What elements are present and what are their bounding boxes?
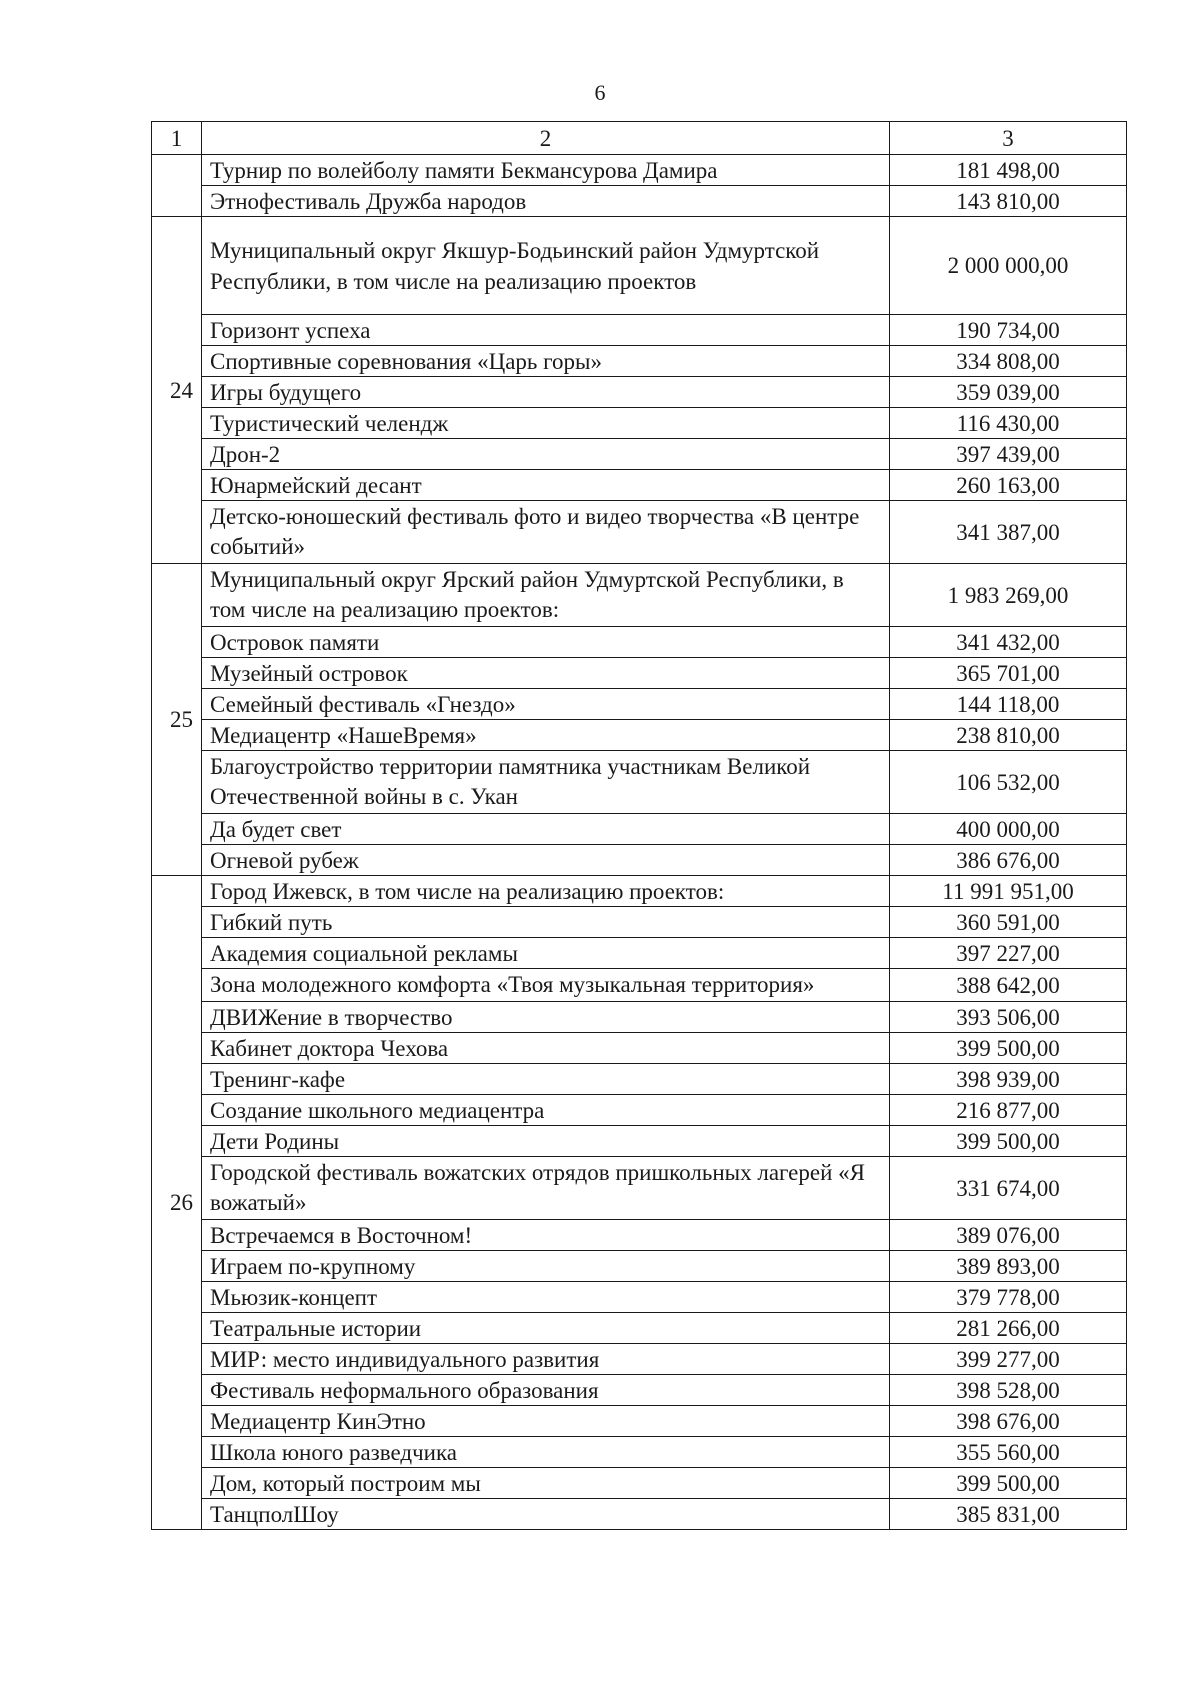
project-name: Благоустройство территории памятника участникам Великой Отечественной войны в с. Укан	[202, 751, 890, 814]
row-number	[152, 155, 202, 217]
project-amount: 397 227,00	[890, 938, 1127, 969]
header-row	[152, 122, 1127, 155]
project-name: Зона молодежного комфорта «Твоя музыкальная территория»	[202, 969, 890, 1002]
project-amount: 400 000,00	[890, 814, 1127, 845]
project-name: Фестиваль неформального образования	[202, 1375, 890, 1406]
table-row	[152, 470, 1127, 501]
group-title: Муниципальный округ Якшур-Бодьинский район Удмуртской Республики, в том числе на реализацию проектов	[202, 217, 890, 315]
project-name: Городской фестиваль вожатских отрядов пришкольных лагерей «Я вожатый»	[202, 1157, 890, 1220]
project-amount: 106 532,00	[890, 751, 1127, 814]
project-amount: 260 163,00	[890, 470, 1127, 501]
group-title: Муниципальный округ Ярский район Удмуртской Республики, в том числе на реализацию проектов:	[202, 564, 890, 627]
table-row	[152, 155, 1127, 186]
project-amount: 399 500,00	[890, 1126, 1127, 1157]
header-col-2: 2	[202, 122, 890, 155]
group-amount: 2 000 000,00	[890, 217, 1127, 315]
project-name: Школа юного разведчика	[202, 1437, 890, 1468]
project-name: Гибкий путь	[202, 907, 890, 938]
project-name: Играем по-крупному	[202, 1251, 890, 1282]
table-row	[152, 720, 1127, 751]
project-amount: 398 939,00	[890, 1064, 1127, 1095]
project-amount: 393 506,00	[890, 1002, 1127, 1033]
header-col-3: 3	[890, 122, 1127, 155]
project-name: Этнофестиваль Дружба народов	[202, 186, 890, 217]
table-row	[152, 377, 1127, 408]
project-name: Игры будущего	[202, 377, 890, 408]
project-amount: 190 734,00	[890, 315, 1127, 346]
table-row	[152, 751, 1127, 814]
project-name: Создание школьного медиацентра	[202, 1095, 890, 1126]
project-amount: 238 810,00	[890, 720, 1127, 751]
table-row	[152, 845, 1127, 876]
project-name: Встречаемся в Восточном!	[202, 1220, 890, 1251]
page-number: 6	[594, 80, 606, 105]
project-amount: 355 560,00	[890, 1437, 1127, 1468]
project-name: Музейный островок	[202, 658, 890, 689]
project-name: ДВИЖение в творчество	[202, 1002, 890, 1033]
project-amount: 331 674,00	[890, 1157, 1127, 1220]
table-row	[152, 1157, 1127, 1220]
table-row	[152, 689, 1127, 720]
project-amount: 399 277,00	[890, 1344, 1127, 1375]
project-amount: 360 591,00	[890, 907, 1127, 938]
project-amount: 398 676,00	[890, 1406, 1127, 1437]
project-amount: 365 701,00	[890, 658, 1127, 689]
project-name: Кабинет доктора Чехова	[202, 1033, 890, 1064]
project-amount: 216 877,00	[890, 1095, 1127, 1126]
table-row	[152, 1406, 1127, 1437]
table-row	[152, 658, 1127, 689]
project-name: Горизонт успеха	[202, 315, 890, 346]
project-amount: 181 498,00	[890, 155, 1127, 186]
table-row	[152, 1095, 1127, 1126]
project-amount: 379 778,00	[890, 1282, 1127, 1313]
funding-table	[151, 121, 1127, 1530]
project-name: Островок памяти	[202, 627, 890, 658]
project-amount: 386 676,00	[890, 845, 1127, 876]
table-row	[152, 1282, 1127, 1313]
project-name: Юнармейский десант	[202, 470, 890, 501]
project-name: Дрон-2	[202, 439, 890, 470]
table-row	[152, 501, 1127, 564]
project-name: Огневой рубеж	[202, 845, 890, 876]
table-row	[152, 1344, 1127, 1375]
project-name: Спортивные соревнования «Царь горы»	[202, 346, 890, 377]
table-row	[152, 439, 1127, 470]
group-row	[152, 876, 1127, 907]
project-name: Турнир по волейболу памяти Бекмансурова Дамира	[202, 155, 890, 186]
table-body	[152, 122, 1127, 1530]
project-amount: 398 528,00	[890, 1375, 1127, 1406]
table-row	[152, 408, 1127, 439]
project-amount: 389 076,00	[890, 1220, 1127, 1251]
project-name: Семейный фестиваль «Гнездо»	[202, 689, 890, 720]
project-name: Медиацентр КинЭтно	[202, 1406, 890, 1437]
table-row	[152, 1437, 1127, 1468]
table-row	[152, 1499, 1127, 1530]
project-amount: 143 810,00	[890, 186, 1127, 217]
project-amount: 359 039,00	[890, 377, 1127, 408]
project-name: ТанцполШоу	[202, 1499, 890, 1530]
project-amount: 399 500,00	[890, 1468, 1127, 1499]
table-row	[152, 1375, 1127, 1406]
project-name: Мьюзик-концепт	[202, 1282, 890, 1313]
project-name: Туристический челендж	[202, 408, 890, 439]
table-row	[152, 1064, 1127, 1095]
project-name: Театральные истории	[202, 1313, 890, 1344]
table-row	[152, 1002, 1127, 1033]
project-amount: 388 642,00	[890, 969, 1127, 1002]
project-name: Да будет свет	[202, 814, 890, 845]
table-row	[152, 907, 1127, 938]
header-col-1: 1	[152, 122, 202, 155]
project-name: Дети Родины	[202, 1126, 890, 1157]
table-row	[152, 1313, 1127, 1344]
row-number: 24	[152, 217, 202, 564]
table-row	[152, 1251, 1127, 1282]
group-amount: 1 983 269,00	[890, 564, 1127, 627]
table-row	[152, 1468, 1127, 1499]
table-row	[152, 1220, 1127, 1251]
project-amount: 399 500,00	[890, 1033, 1127, 1064]
table-row	[152, 186, 1127, 217]
project-name: Дом, который построим мы	[202, 1468, 890, 1499]
group-row	[152, 217, 1127, 315]
table-row	[152, 1033, 1127, 1064]
group-title: Город Ижевск, в том числе на реализацию проектов:	[202, 876, 890, 907]
table-row	[152, 814, 1127, 845]
project-name: МИР: место индивидуального развития	[202, 1344, 890, 1375]
group-amount: 11 991 951,00	[890, 876, 1127, 907]
project-name: Тренинг-кафе	[202, 1064, 890, 1095]
project-amount: 116 430,00	[890, 408, 1127, 439]
table-row	[152, 938, 1127, 969]
project-amount: 144 118,00	[890, 689, 1127, 720]
table-row	[152, 969, 1127, 1002]
table-row	[152, 627, 1127, 658]
project-name: Медиацентр «НашеВремя»	[202, 720, 890, 751]
group-row	[152, 564, 1127, 627]
project-amount: 281 266,00	[890, 1313, 1127, 1344]
table-row	[152, 1126, 1127, 1157]
project-amount: 389 893,00	[890, 1251, 1127, 1282]
project-amount: 341 432,00	[890, 627, 1127, 658]
row-number: 26	[152, 876, 202, 1530]
project-amount: 385 831,00	[890, 1499, 1127, 1530]
project-amount: 334 808,00	[890, 346, 1127, 377]
project-name: Детско-юношеский фестиваль фото и видео творчества «В центре событий»	[202, 501, 890, 564]
table-row	[152, 346, 1127, 377]
row-number: 25	[152, 564, 202, 876]
table-row	[152, 315, 1127, 346]
project-amount: 397 439,00	[890, 439, 1127, 470]
project-name: Академия социальной рекламы	[202, 938, 890, 969]
project-amount: 341 387,00	[890, 501, 1127, 564]
